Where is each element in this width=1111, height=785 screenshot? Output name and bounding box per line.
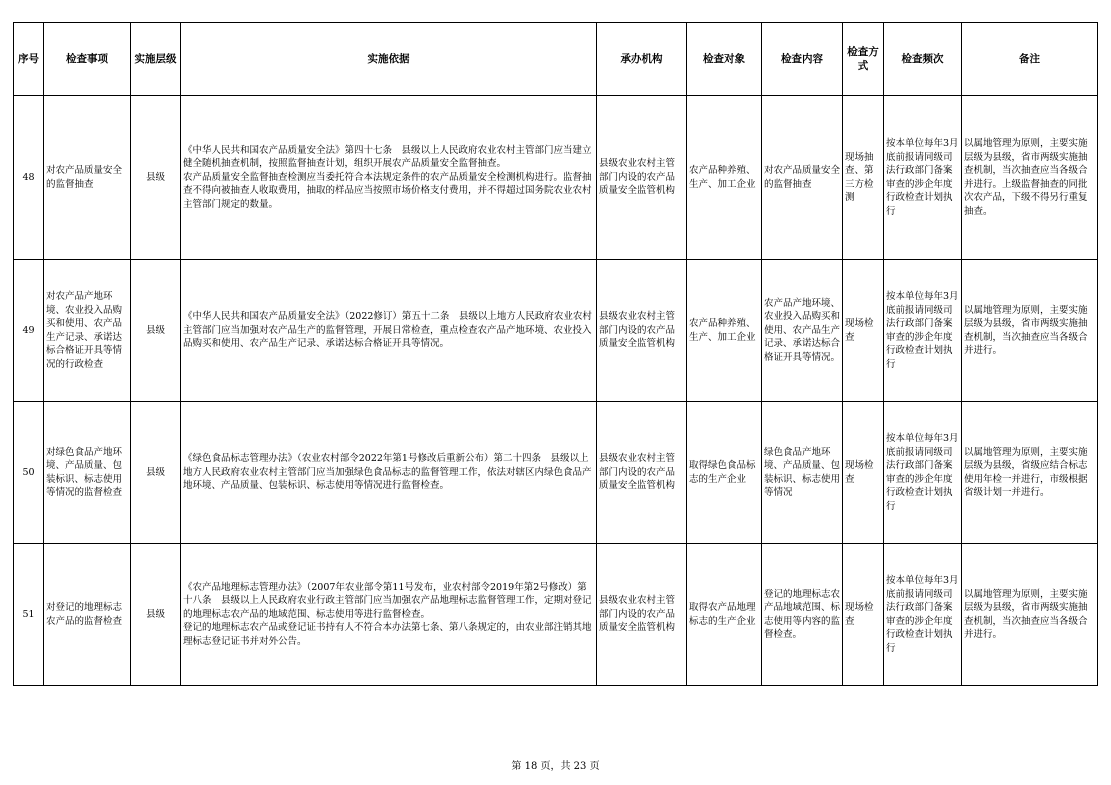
- row-basis: [181, 402, 597, 544]
- header-content: 检查内容: [762, 23, 843, 96]
- row-agency: 县级农业农村主管部门内设的农产品质量安全监管机构: [597, 260, 687, 402]
- row-frequency: 按本单位每年3月底前报请同级司法行政部门备案审查的涉企年度行政检查计划执行: [884, 402, 962, 544]
- row-content: 农产品产地环境、农业投入品购买和使用、农产品生产记录、承诺达标合格证开具等情况。: [762, 260, 843, 402]
- row-item: 对农产品产地环境、农业投入品购买和使用、农产品生产记录、承诺达标合格证开具等情况的行政检查: [44, 260, 131, 402]
- row-target: 取得农产品地理标志的生产企业: [687, 544, 762, 686]
- row-agency: 县级农业农村主管部门内设的农产品质量安全监管机构: [597, 96, 687, 260]
- row-method: 现场检查: [843, 260, 884, 402]
- page-footer: 第 18 页，共 23 页: [511, 761, 600, 772]
- row-frequency: 按本单位每年3月底前报请同级司法行政部门备案审查的涉企年度行政检查计划执行: [884, 96, 962, 260]
- row-frequency: 按本单位每年3月底前报请同级司法行政部门备案审查的涉企年度行政检查计划执行: [884, 544, 962, 686]
- row-content: 对农产品质量安全的监督抽查: [762, 96, 843, 260]
- row-content: 登记的地理标志农产品地域范围、标志使用等内容的监督检查。: [762, 544, 843, 686]
- row-item: 对农产品质量安全的监督抽查: [44, 96, 131, 260]
- row-method: 现场检查: [843, 402, 884, 544]
- row-level: 县级: [131, 96, 181, 260]
- row-item: 对登记的地理标志农产品的监督检查: [44, 544, 131, 686]
- row-no: 50: [14, 402, 44, 544]
- table-row: [14, 260, 1098, 402]
- row-basis: [181, 260, 597, 402]
- basis-paragraph: 《农产品地理标志管理办法》（2007年农业部令第11号发布，业农村部令2019年第2号修改）第十八条 县级以上人民政府农业行政主管部门应当加强农产品地理标志监督管理工作，定期对登记的地理标志农产品的地域范围、标志使用等进行监督检查。: [183, 581, 592, 620]
- row-remark: 以属地管理为原则，主要实施层级为县级，省市两级实施抽查机制，当次抽查应当各级合并进行。: [962, 260, 1098, 402]
- row-no: 49: [14, 260, 44, 402]
- header-frequency: 检查频次: [884, 23, 962, 96]
- header-row: [14, 23, 1098, 96]
- header-method: 检查方式: [843, 23, 884, 96]
- header-remark: 备注: [962, 23, 1098, 96]
- row-method: 现场抽查、第三方检测: [843, 96, 884, 260]
- table-row: [14, 96, 1098, 260]
- row-agency: 县级农业农村主管部门内设的农产品质量安全监管机构: [597, 402, 687, 544]
- row-target: 取得绿色食品标志的生产企业: [687, 402, 762, 544]
- row-target: 农产品种养殖、生产、加工企业: [687, 260, 762, 402]
- table-row: [14, 544, 1098, 686]
- row-target: 农产品种养殖、生产、加工企业: [687, 96, 762, 260]
- header-no: 序号: [14, 23, 44, 96]
- row-item: 对绿色食品产地环境、产品质量、包装标识、标志使用等情况的监督检查: [44, 402, 131, 544]
- row-frequency: 按本单位每年3月底前报请同级司法行政部门备案审查的涉企年度行政检查计划执行: [884, 260, 962, 402]
- row-no: 48: [14, 96, 44, 260]
- header-item: 检查事项: [44, 23, 131, 96]
- row-remark: 以属地管理为原则，主要实施层级为县级，省级应结合标志使用年检一并进行，市级根据省级计划一并进行。: [962, 402, 1098, 544]
- row-no: 51: [14, 544, 44, 686]
- row-basis: [181, 544, 597, 686]
- header-basis: 实施依据: [181, 23, 597, 96]
- basis-paragraph: 《绿色食品标志管理办法》（农业农村部令2022年第1号修改后重新公布）第二十四条 县级以上地方人民政府农业农村主管部门应当加强绿色食品标志的监督管理工作，依法对辖区内绿色食品产地环境、产品质量、包装标识、标志使用等情况进行监督检查。: [183, 453, 592, 492]
- row-content: 绿色食品产地环境、产品质量、包装标识、标志使用等情况: [762, 402, 843, 544]
- row-agency: 县级农业农村主管部门内设的农产品质量安全监管机构: [597, 544, 687, 686]
- table-row: [14, 402, 1098, 544]
- basis-paragraph: 农产品质量安全监督抽查检测应当委托符合本法规定条件的农产品质量安全检测机构进行。监督抽查不得向被抽查人收取费用，抽取的样品应当按照市场价格支付费用，并不得超过国务院农业农村主管部门规定的数量。: [183, 171, 592, 210]
- row-level: 县级: [131, 544, 181, 686]
- row-method: 现场检查: [843, 544, 884, 686]
- row-basis: [181, 96, 597, 260]
- basis-paragraph: 登记的地理标志农产品或登记证书持有人不符合本办法第七条、第八条规定的，由农业部注销其地理标志登记证书并对外公告。: [183, 622, 592, 647]
- header-agency: 承办机构: [597, 23, 687, 96]
- header-target: 检查对象: [687, 23, 762, 96]
- row-level: 县级: [131, 260, 181, 402]
- basis-paragraph: 《中华人民共和国农产品质量安全法》第四十七条 县级以上人民政府农业农村主管部门应当建立健全随机抽查机制，按照监督抽查计划，组织开展农产品质量安全监督抽查。: [183, 144, 592, 170]
- row-remark: 以属地管理为原则，主要实施层级为县级，省市两级实施抽查机制，当次抽查应当各级合并进行。上级监督抽查的同批次农产品，下级不得另行重复抽查。: [962, 96, 1098, 260]
- header-level: 实施层级: [131, 23, 181, 96]
- inspection-table: [13, 22, 1098, 686]
- row-remark: 以属地管理为原则，主要实施层级为县级，省市两级实施抽查机制，当次抽查应当各级合并进行。: [962, 544, 1098, 686]
- row-level: 县级: [131, 402, 181, 544]
- basis-paragraph: 《中华人民共和国农产品质量安全法》（2022修订）第五十二条 县级以上地方人民政府农业农村主管部门应当加强对农产品生产的监督管理，开展日常检查，重点检查农产品产地环境、农业投入品购买和使用、农产品生产记录、承诺达标合格证开具等情况。: [183, 311, 592, 350]
